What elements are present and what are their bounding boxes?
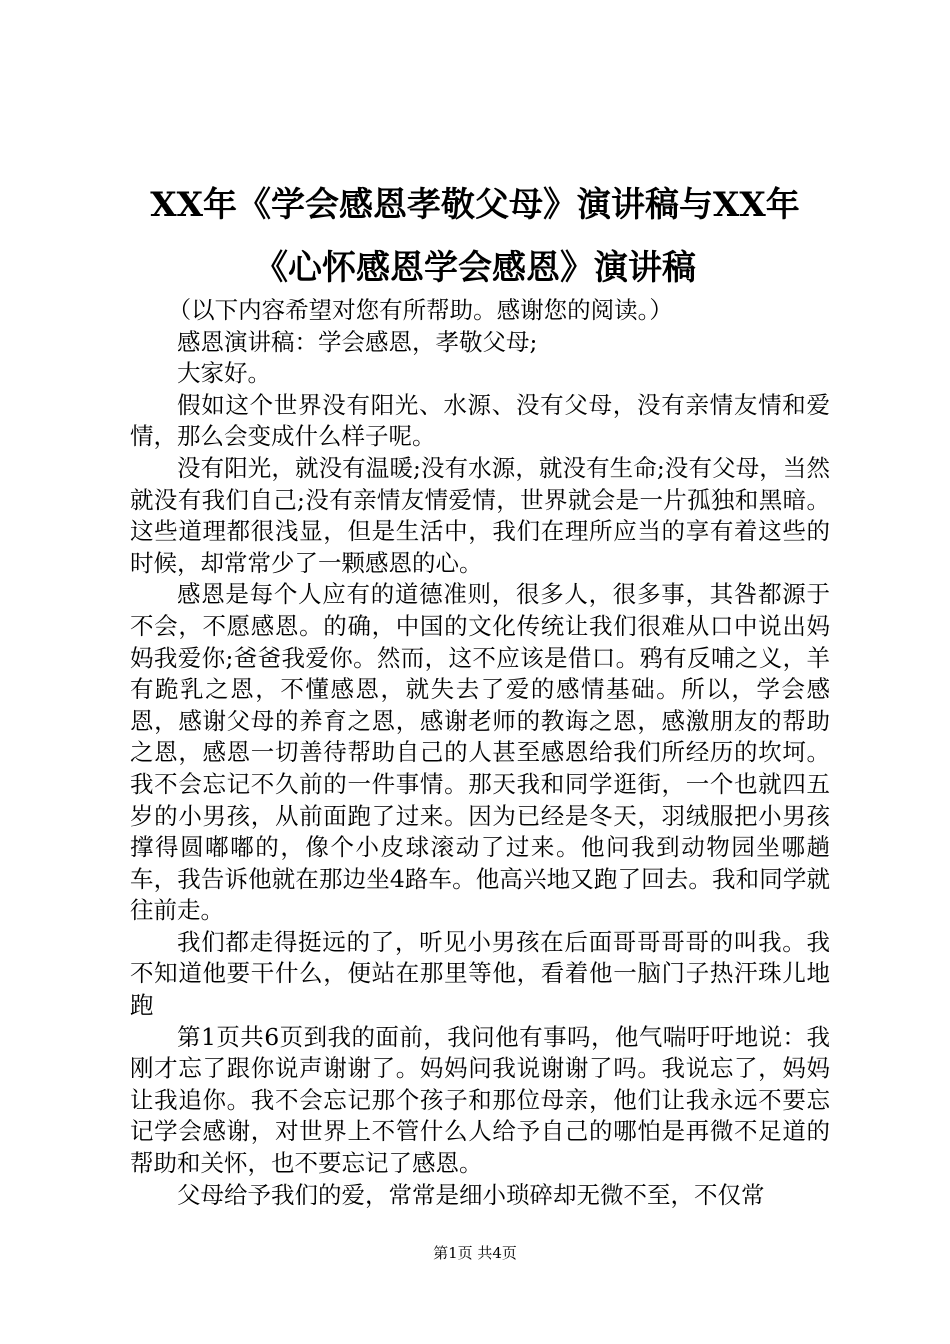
paragraph: 感恩演讲稿：学会感恩，孝敬父母; <box>177 327 538 356</box>
document-title-line-1: XX年《学会感恩孝敬父母》演讲稿与XX年 <box>150 185 800 225</box>
page-footer: 第1页 共4页 <box>433 1244 517 1262</box>
document-title-line-2: 《心怀感恩学会感恩》演讲稿 <box>254 248 696 288</box>
document-body <box>130 295 830 1211</box>
paragraph: 没有阳光，就没有温暖;没有水源，就没有生命;没有父母，当然就没有我们自己;没有亲情友情爱情，世界就会是一片孤独和黑暗。这些道理都很浅显，但是生活中，我们在理所应当的享有着这些的时候，却常常少了一颗感恩的心。 <box>130 453 830 577</box>
paragraph: 第1页共6页到我的面前，我问他有事吗，他气喘吁吁地说：我刚才忘了跟你说声谢谢了。妈妈问我说谢谢了吗。我说忘了，妈妈让我追你。我不会忘记那个孩子和那位母亲，他们让我永远不要忘记学会感谢，对世界上不管什么人给予自己的哪怕是再微不足道的帮助和关怀，也不要忘记了感恩。 <box>130 1022 830 1178</box>
intro-note: （以下内容希望对您有所帮助。感谢您的阅读。） <box>167 296 673 324</box>
paragraph: 感恩是每个人应有的道德准则，很多人，很多事，其咎都源于不会，不愿感恩。的确，中国的文化传统让我们很难从口中说出妈妈我爱你;爸爸我爱你。然而，这不应该是借口。鸦有反哺之义，羊有跪乳之恩，不懂感恩，就失去了爱的感情基础。所以，学会感恩，感谢父母的养育之恩，感谢老师的教诲之恩，感激朋友的帮助之恩，感恩一切善待帮助自己的人甚至感恩给我们所经历的坎坷。我不会忘记不久前的一件事情。那天我和同学逛街，一个也就四五岁的小男孩，从前面跑了过来。因为已经是冬天，羽绒服把小男孩撑得圆嘟嘟的，像个小皮球滚动了过来。他问我到动物园坐哪趟车，我告诉他就在那边坐4路车。他高兴地又跑了回去。我和同学就往前走。 <box>130 580 830 925</box>
paragraph: 我们都走得挺远的了，听见小男孩在后面哥哥哥哥的叫我。我不知道他要干什么，便站在那里等他，看着他一脑门子热汗珠儿地跑 <box>130 927 830 1020</box>
paragraph: 大家好。 <box>177 359 271 388</box>
paragraph: 假如这个世界没有阳光、水源、没有父母，没有亲情友情和爱情，那么会变成什么样子呢。 <box>130 390 830 451</box>
paragraph: 父母给予我们的爱，常常是细小琐碎却无微不至，不仅常 <box>177 1180 765 1209</box>
